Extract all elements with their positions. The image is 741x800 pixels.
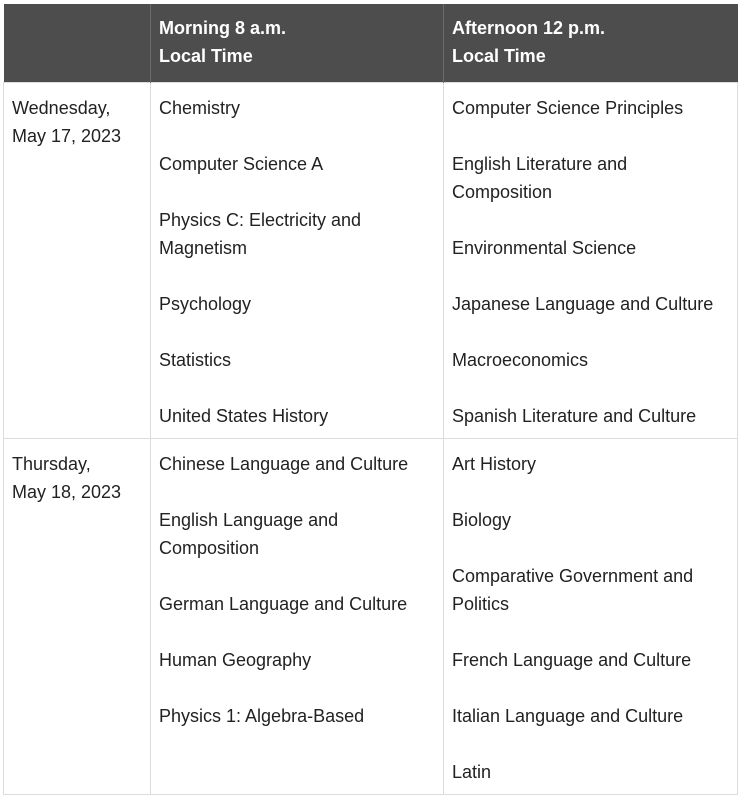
table-header-row xyxy=(4,4,738,83)
subject-item: French Language and Culture xyxy=(452,650,692,670)
table-row xyxy=(4,83,738,439)
subject-item: Environmental Science xyxy=(452,238,637,258)
subject-item: United States History xyxy=(159,406,329,426)
subject-item: Art History xyxy=(452,454,537,474)
header-empty-cell xyxy=(4,4,151,83)
header-afternoon xyxy=(444,4,738,83)
subject-item: Japanese Language and Culture xyxy=(452,294,714,314)
subject-item: Biology xyxy=(452,510,512,530)
date-line: Wednesday, xyxy=(12,98,111,118)
exam-schedule-table xyxy=(3,4,738,795)
subject-item: Computer Science Principles xyxy=(452,98,684,118)
subject-item: Human Geography xyxy=(159,650,312,670)
afternoon-subject-list xyxy=(452,450,729,786)
header-morning-line-2: Local Time xyxy=(159,46,253,66)
date-line: May 17, 2023 xyxy=(12,126,122,146)
date-line: Thursday, xyxy=(12,454,91,474)
subject-item: Chemistry xyxy=(159,98,241,118)
subject-item: Comparative Government and Politics xyxy=(452,566,694,614)
subject-item: Macroeconomics xyxy=(452,350,589,370)
table-row xyxy=(4,439,738,795)
exam-schedule-container xyxy=(3,4,737,795)
subject-item: Latin xyxy=(452,762,492,782)
subject-item: Computer Science A xyxy=(159,154,324,174)
subject-item: Psychology xyxy=(159,294,252,314)
header-morning-line-1: Morning 8 a.m. xyxy=(159,18,287,38)
morning-subject-list xyxy=(159,94,435,430)
subject-item: English Language and Composition xyxy=(159,510,339,558)
subject-item: Physics 1: Algebra-Based xyxy=(159,706,365,726)
subject-item: Italian Language and Culture xyxy=(452,706,684,726)
morning-subject-list xyxy=(159,450,435,730)
subject-item: English Literature and Composition xyxy=(452,154,628,202)
subject-item: Physics C: Electricity and Magnetism xyxy=(159,210,362,258)
subject-item: Chinese Language and Culture xyxy=(159,454,409,474)
header-afternoon-line-1: Afternoon 12 p.m. xyxy=(452,18,606,38)
afternoon-subjects-cell xyxy=(444,439,738,795)
header-morning xyxy=(151,4,444,83)
table-body xyxy=(4,83,738,795)
date-cell xyxy=(4,83,151,439)
subject-item: Spanish Literature and Culture xyxy=(452,406,697,426)
afternoon-subject-list xyxy=(452,94,729,430)
date-cell xyxy=(4,439,151,795)
afternoon-subjects-cell xyxy=(444,83,738,439)
subject-item: Statistics xyxy=(159,350,232,370)
header-afternoon-line-2: Local Time xyxy=(452,46,546,66)
morning-subjects-cell xyxy=(151,439,444,795)
morning-subjects-cell xyxy=(151,83,444,439)
subject-item: German Language and Culture xyxy=(159,594,408,614)
date-line: May 18, 2023 xyxy=(12,482,122,502)
